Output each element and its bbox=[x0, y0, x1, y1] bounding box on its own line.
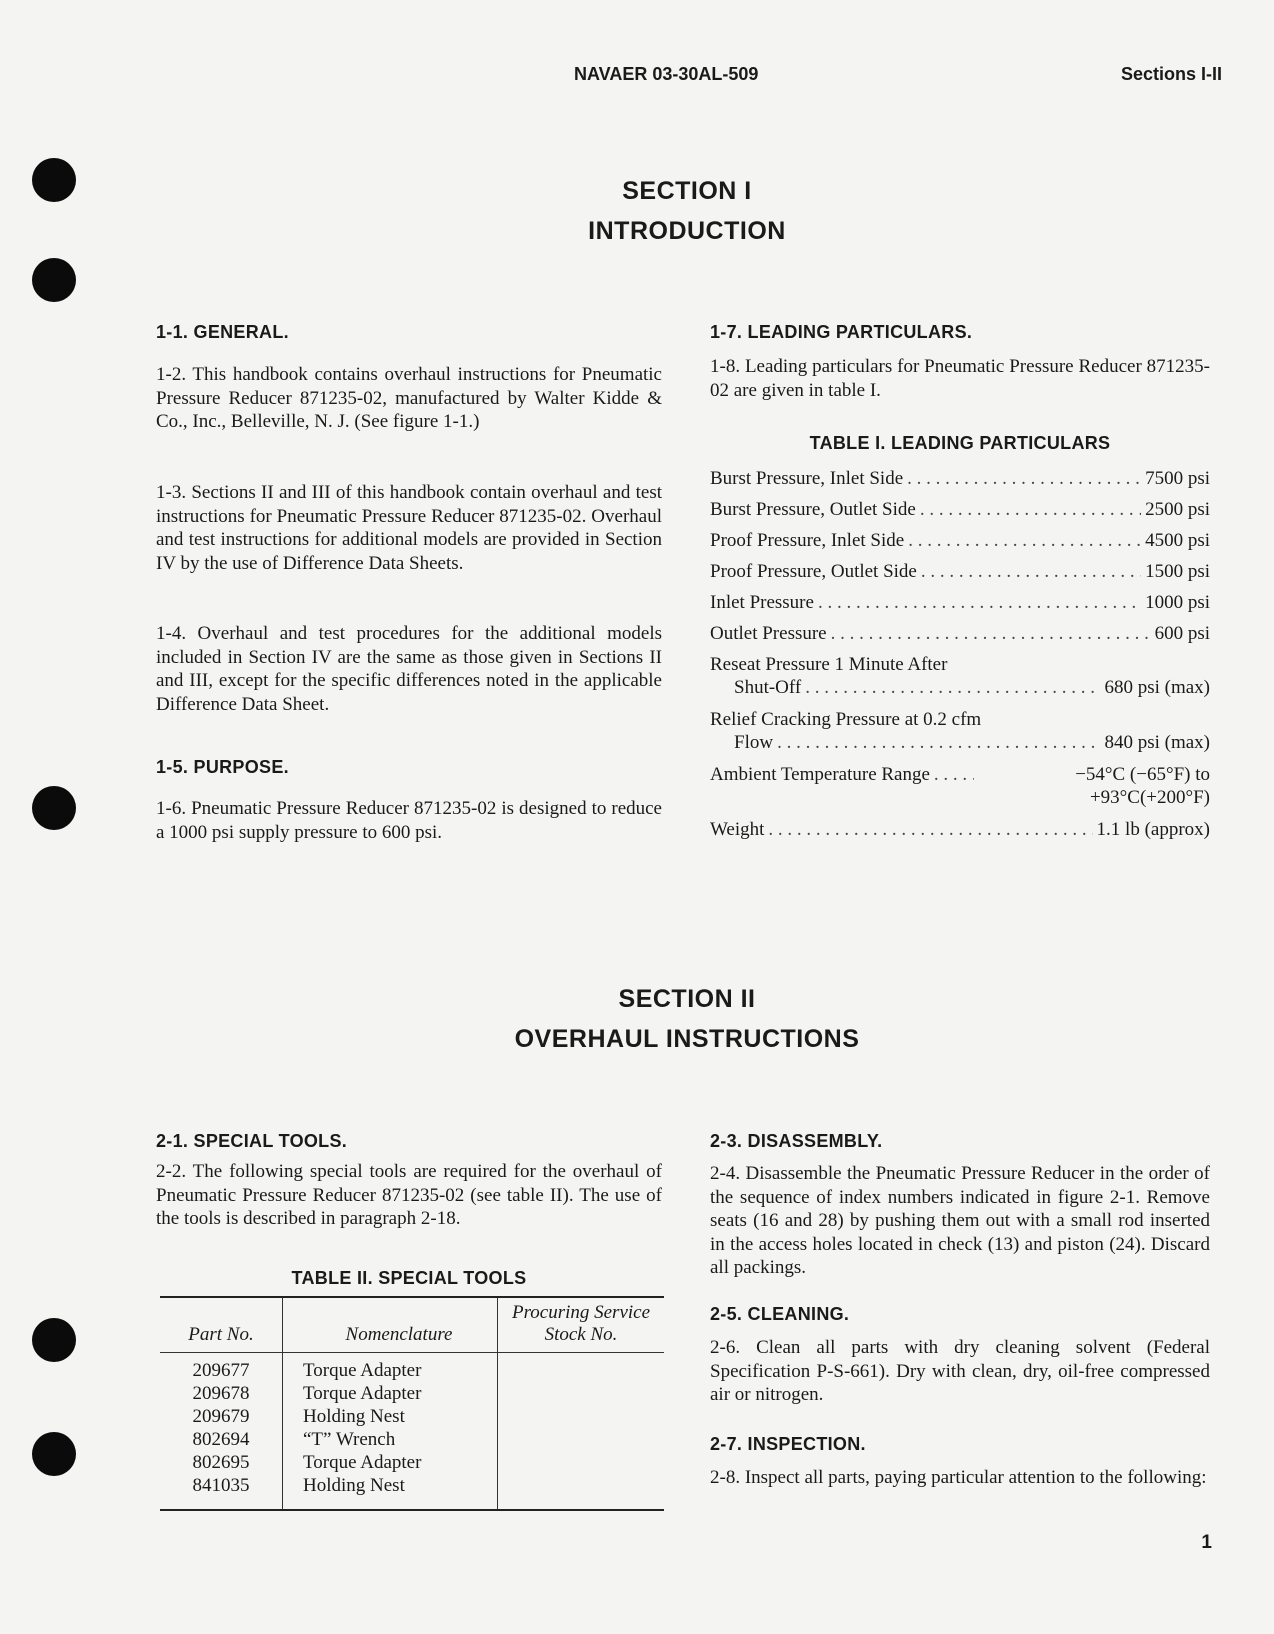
part-number: 802695 bbox=[192, 1452, 250, 1473]
table1-label: Inlet Pressure bbox=[710, 592, 814, 613]
paragraph-2-6: 2-6. Clean all parts with dry cleaning solvent (Federal Specification P-S-661). Dry with clean, dry, oil-free compressed air or nitrogen. bbox=[710, 1337, 1210, 1405]
paragraph-1-8: 1-8. Leading particulars for Pneumatic Pressure Reducer 871235-02 are given in table I. bbox=[710, 356, 1210, 401]
table1-row bbox=[710, 591, 1210, 614]
nomenclature: Holding Nest bbox=[283, 1405, 498, 1428]
table-row bbox=[160, 1428, 664, 1451]
table1-value: 1.1 lb (approx) bbox=[1096, 819, 1210, 840]
table1-row bbox=[710, 622, 1210, 645]
table1-value: 1000 psi bbox=[1145, 592, 1210, 613]
table1-value: 4500 psi bbox=[1145, 530, 1210, 551]
stock-number bbox=[498, 1451, 665, 1474]
paragraph-1-4: 1-4. Overhaul and test procedures for the additional models included in Section IV are the same as those given in Sections II and III, except for the specific differences noted in the applicable Difference Data Sheet. bbox=[156, 623, 662, 715]
binder-hole bbox=[32, 1318, 76, 1362]
part-number: 209678 bbox=[192, 1383, 250, 1404]
paragraph-2-4: 2-4. Disassemble the Pneumatic Pressure Reducer in the order of the sequence of index numbers indicated in figure 2-1. Remove seats (16 and 28) by pushing them out with a small rod inserted in the access holes located in check (13) and piston (24). Discard all packings. bbox=[710, 1163, 1210, 1278]
table1-row bbox=[710, 498, 1210, 521]
table1-value: 7500 psi bbox=[1145, 468, 1210, 489]
table1-value: 840 psi (max) bbox=[1104, 732, 1210, 753]
heading-purpose: 1-5. PURPOSE. bbox=[156, 757, 289, 777]
stock-number bbox=[498, 1405, 665, 1428]
table1-value: 680 psi (max) bbox=[1104, 677, 1210, 698]
page-number: 1 bbox=[1201, 1532, 1212, 1553]
table1-row bbox=[710, 529, 1210, 552]
nomenclature: Torque Adapter bbox=[283, 1451, 498, 1474]
nomenclature: Torque Adapter bbox=[283, 1353, 498, 1383]
paragraph-2-8: 2-8. Inspect all parts, paying particular attention to the following: bbox=[710, 1467, 1207, 1488]
table-row bbox=[160, 1405, 664, 1428]
heading-inspection: 2-7. INSPECTION. bbox=[710, 1434, 866, 1454]
heading-leading-particulars: 1-7. LEADING PARTICULARS. bbox=[710, 322, 973, 342]
paragraph-1-2: 1-2. This handbook contains overhaul instructions for Pneumatic Pressure Reducer 871235-02, manufactured by Walter Kidde & Co., Inc., Belleville, N. J. (See figure 1-1.) bbox=[156, 364, 662, 432]
table-row bbox=[160, 1382, 664, 1405]
table-row bbox=[160, 1474, 664, 1510]
table1-label: Weight bbox=[710, 819, 765, 840]
section1-subtitle: INTRODUCTION bbox=[588, 217, 786, 245]
table1-label: Outlet Pressure bbox=[710, 623, 827, 644]
table1-label: Reseat Pressure 1 Minute After bbox=[710, 654, 948, 675]
table1-row bbox=[710, 708, 1210, 754]
table1-label: Burst Pressure, Outlet Side bbox=[710, 499, 916, 520]
part-number: 209679 bbox=[192, 1406, 250, 1427]
nomenclature: Torque Adapter bbox=[283, 1382, 498, 1405]
table1-row bbox=[710, 818, 1210, 841]
table1-value: −54°C (−65°F) to bbox=[1075, 764, 1210, 785]
table1-value: 2500 psi bbox=[1145, 499, 1210, 520]
part-number: 209677 bbox=[192, 1360, 250, 1381]
stock-number bbox=[498, 1474, 665, 1510]
stock-number bbox=[498, 1382, 665, 1405]
heading-general: 1-1. GENERAL. bbox=[156, 322, 289, 342]
heading-cleaning: 2-5. CLEANING. bbox=[710, 1304, 850, 1324]
table1-value: 1500 psi bbox=[1145, 561, 1210, 582]
nomenclature: “T” Wrench bbox=[283, 1428, 498, 1451]
doc-number: NAVAER 03-30AL-509 bbox=[574, 64, 759, 84]
table2-title: TABLE II. SPECIAL TOOLS bbox=[291, 1268, 527, 1288]
section2-subtitle: OVERHAUL INSTRUCTIONS bbox=[514, 1025, 860, 1053]
table1-label: Burst Pressure, Inlet Side bbox=[710, 468, 904, 489]
binder-hole bbox=[32, 1432, 76, 1476]
section2-title: SECTION II bbox=[618, 985, 756, 1013]
table1-label: Ambient Temperature Range bbox=[710, 764, 930, 785]
table1-row bbox=[710, 653, 1210, 699]
table2-header-stock: Procuring Service Stock No. bbox=[498, 1297, 665, 1353]
paragraph-2-2: 2-2. The following special tools are required for the overhaul of Pneumatic Pressure Reducer 871235-02 (see table II). The use of the tools is described in paragraph 2-18. bbox=[156, 1161, 662, 1229]
paragraph-1-3: 1-3. Sections II and III of this handbook contain overhaul and test instructions for Pneumatic Pressure Reducer 871235-02. Overhaul and test instructions for additional models are provided in Section IV by the use of Difference Data Sheets. bbox=[156, 482, 662, 574]
binder-hole bbox=[32, 786, 76, 830]
paragraph-1-6: 1-6. Pneumatic Pressure Reducer 871235-02 is designed to reduce a 1000 psi supply pressure to 600 psi. bbox=[156, 798, 662, 843]
nomenclature: Holding Nest bbox=[283, 1474, 498, 1510]
table2-header-nomenclature: Nomenclature bbox=[283, 1297, 498, 1353]
table1-row bbox=[710, 467, 1210, 490]
section1-title: SECTION I bbox=[622, 177, 752, 205]
table1-row bbox=[710, 763, 1210, 809]
section-range: Sections I-II bbox=[1120, 64, 1222, 84]
table1-value-cont: +93°C(+200°F) bbox=[1089, 787, 1210, 808]
part-number: 841035 bbox=[192, 1475, 250, 1496]
table2-header-part: Part No. bbox=[188, 1324, 254, 1345]
heading-disassembly: 2-3. DISASSEMBLY. bbox=[710, 1131, 883, 1151]
table-row bbox=[160, 1451, 664, 1474]
table1-title: TABLE I. LEADING PARTICULARS bbox=[809, 433, 1111, 453]
table1-label-cont: Flow bbox=[734, 732, 774, 753]
table1-row bbox=[710, 560, 1210, 583]
binder-hole bbox=[32, 258, 76, 302]
stock-number bbox=[498, 1428, 665, 1451]
special-tools-table bbox=[160, 1296, 664, 1511]
table1-label: Proof Pressure, Outlet Side bbox=[710, 561, 917, 582]
table1-label-cont: Shut-Off bbox=[734, 677, 802, 698]
table1-label: Proof Pressure, Inlet Side bbox=[710, 530, 905, 551]
table1-value: 600 psi bbox=[1154, 623, 1210, 644]
table-row bbox=[160, 1353, 664, 1383]
heading-special-tools: 2-1. SPECIAL TOOLS. bbox=[156, 1131, 348, 1151]
stock-number bbox=[498, 1353, 665, 1383]
table1-label: Relief Cracking Pressure at 0.2 cfm bbox=[710, 709, 982, 730]
part-number: 802694 bbox=[192, 1429, 250, 1450]
